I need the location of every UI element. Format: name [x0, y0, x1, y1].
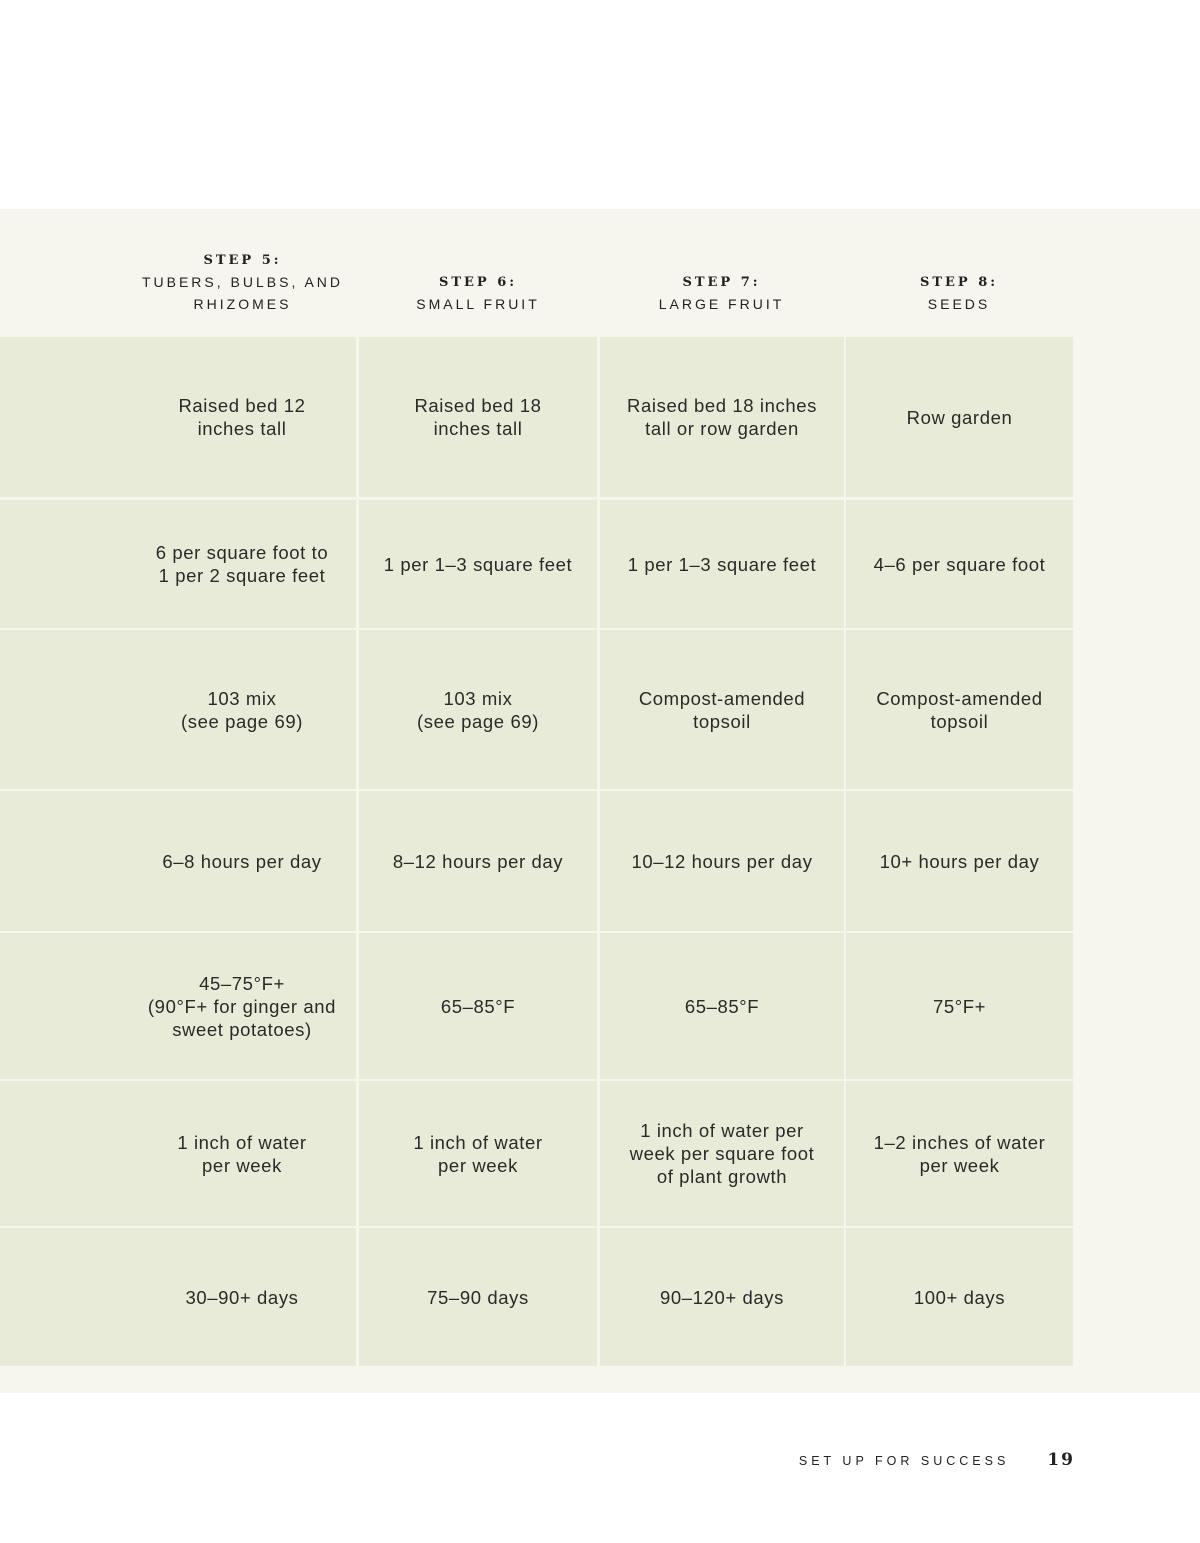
cell-text: Compost-amended topsoil: [876, 687, 1043, 732]
table-cell: [0, 500, 356, 628]
table-cell: [846, 791, 1073, 931]
table-cell: [359, 337, 597, 497]
column-headers: [0, 209, 1200, 337]
table-cell: [0, 1081, 356, 1226]
table-cell: [600, 933, 844, 1079]
table-cell: [600, 337, 844, 497]
column-step-label: STEP 7:: [682, 275, 761, 290]
column-name-label: LARGE FRUIT: [658, 296, 785, 312]
table-cell: [359, 630, 597, 789]
table-cell: [0, 1228, 356, 1366]
cell-text: Raised bed 12 inches tall: [178, 395, 306, 439]
table-cell: [0, 933, 356, 1079]
column-step-label: STEP 6:: [438, 275, 518, 290]
cell-text: 90–120+ days: [660, 1286, 784, 1308]
cell-text: 6 per square foot to 1 per 2 square feet: [155, 542, 329, 586]
cell-text: 1 inch of water per week per square foot of plant growth: [629, 1120, 815, 1187]
table-cell: [600, 791, 844, 931]
cell-text: Raised bed 18 inches tall or row garden: [627, 395, 817, 439]
section-title: SET UP FOR SUCCESS: [798, 1454, 1010, 1468]
cell-text: 65–85°F: [440, 995, 516, 1017]
page-number: 19: [1047, 1450, 1075, 1470]
cell-text: 1 inch of water per week: [413, 1131, 543, 1176]
cell-text: Raised bed 18 inches tall: [414, 395, 542, 439]
cell-text: 65–85°F: [684, 995, 760, 1017]
table-cell: [0, 630, 356, 789]
column-name-label: TUBERS, BULBS, AND RHIZOMES: [141, 274, 344, 312]
cell-text: 1 per 1–3 square feet: [383, 553, 573, 575]
cell-text: 30–90+ days: [185, 1286, 299, 1308]
cell-text: 10–12 hours per day: [631, 850, 813, 872]
table-panel: [0, 209, 1200, 1393]
column-step-label: STEP 8:: [919, 275, 999, 290]
cell-text: 6–8 hours per day: [162, 850, 322, 872]
cell-text: 1–2 inches of water per week: [873, 1131, 1046, 1176]
table-cell: [359, 500, 597, 628]
column-header-step-7: [599, 272, 844, 315]
cell-text: 103 mix (see page 69): [181, 687, 303, 732]
cell-text: 10+ hours per day: [879, 850, 1040, 872]
cell-text: 75°F+: [932, 995, 987, 1017]
cell-text: 75–90 days: [427, 1286, 529, 1308]
table-cell: [846, 933, 1073, 1079]
page-footer: [799, 1450, 1075, 1470]
table-cell: [600, 1228, 844, 1366]
table-cell: [359, 1081, 597, 1226]
table-cell: [846, 630, 1073, 789]
cell-text: 103 mix (see page 69): [417, 687, 539, 732]
table-cell: [359, 1228, 597, 1366]
cell-text: 8–12 hours per day: [392, 850, 564, 872]
cell-text: 4–6 per square foot: [873, 553, 1046, 575]
table-cell: [846, 337, 1073, 497]
table-cell: [846, 1081, 1073, 1226]
column-name-label: SEEDS: [927, 296, 991, 312]
table-cell: [600, 1081, 844, 1226]
table-cell: [0, 791, 356, 931]
table-cell: [846, 500, 1073, 628]
cell-text: 1 inch of water per week: [177, 1131, 307, 1176]
table-cell: [359, 791, 597, 931]
cell-text: 100+ days: [913, 1286, 1006, 1308]
table-cell: [846, 1228, 1073, 1366]
column-header-step-8: [845, 272, 1073, 315]
cell-text: 45–75°F+ (90°F+ for ginger and sweet potatoes): [147, 972, 337, 1040]
table-cell: [600, 500, 844, 628]
cell-text: Compost-amended topsoil: [638, 687, 806, 732]
column-header-step-5: [125, 250, 360, 315]
column-header-step-6: [358, 272, 598, 315]
table-cell: [359, 933, 597, 1079]
table-cell: [0, 337, 356, 497]
cell-text: 1 per 1–3 square feet: [627, 553, 817, 575]
table-cell: [600, 630, 844, 789]
column-step-label: STEP 5:: [203, 253, 282, 268]
column-name-label: SMALL FRUIT: [416, 296, 540, 312]
cell-text: Row garden: [906, 406, 1013, 428]
